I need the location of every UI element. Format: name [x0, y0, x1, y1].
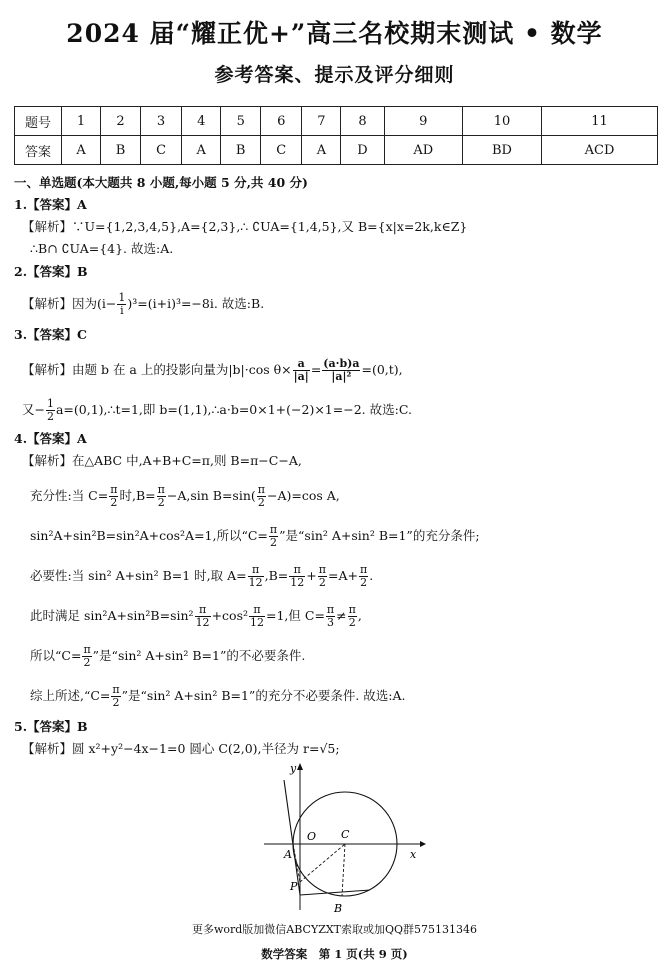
fraction-numerator: π: [269, 523, 278, 536]
table-cell: A: [302, 136, 341, 165]
fraction: [109, 484, 118, 509]
text-segment: +cos²: [211, 608, 248, 623]
q3-analysis-line: [22, 398, 412, 423]
text-segment: 【解析】因为(i−: [22, 296, 117, 311]
text-segment: =(0,t),: [361, 362, 403, 377]
text-segment: sin²A+sin²B=sin²A+cos²A=1,所以“C=: [30, 528, 268, 543]
fraction-denominator: 12: [250, 616, 264, 629]
q3-answer: 3.【答案】C: [14, 327, 87, 342]
fraction: [111, 684, 120, 709]
q2-answer: 2.【答案】B: [14, 264, 88, 279]
text-segment: a=(0,1),∴t=1,即 b=(1,1),∴a·b=0×1+(−2)×1=−2. 故选:C.: [55, 402, 412, 417]
q4-answer: 4.【答案】A: [14, 431, 87, 446]
text-segment: =A+: [327, 568, 358, 583]
page-subtitle: 参考答案、提示及评分细则: [214, 64, 455, 86]
fraction-numerator: π: [318, 563, 326, 576]
fraction-numerator: 1: [46, 397, 54, 410]
label-b: B: [334, 902, 343, 915]
x-axis-arrow: [420, 841, 426, 847]
table-cell: C: [261, 136, 302, 165]
text-segment: −A)=cos A,: [267, 488, 340, 503]
text-segment: .: [369, 568, 374, 583]
text-segment: )³=(i+i)³=−8i. 故选:B.: [127, 296, 265, 311]
fraction: [322, 358, 360, 383]
table-row-label: 答案: [15, 136, 62, 165]
fraction-denominator: 2: [46, 410, 54, 423]
fraction-denominator: i: [120, 304, 124, 317]
table-cell: B: [101, 136, 141, 165]
table-cell: 10: [462, 107, 541, 136]
page-title: 2024 届“耀正优+”高三名校期末测试 • 数学: [66, 19, 603, 48]
table-cell: 5: [221, 107, 261, 136]
label-x: x: [410, 848, 417, 861]
q4-analysis-line: 【解析】在△ABC 中,A+B+C=π,则 B=π−C−A,: [22, 453, 302, 468]
answer-table: [14, 106, 658, 165]
fraction: [359, 564, 368, 589]
fraction-numerator: π: [195, 604, 211, 617]
fraction: [348, 604, 357, 629]
fraction-numerator: π: [348, 603, 356, 616]
q4-analysis-line: [30, 604, 362, 629]
answer-table-answer-row: [15, 136, 658, 165]
table-cell: AD: [384, 136, 462, 165]
text-segment: 充分性:当 C=: [30, 488, 109, 503]
fraction-denominator: 3: [327, 616, 335, 629]
fraction-denominator: |a|: [293, 370, 309, 383]
q5-answer: 5.【答案】B: [14, 719, 88, 734]
table-cell: B: [221, 136, 261, 165]
text-segment: =1,但 C=: [266, 608, 325, 623]
text-segment: ”是“sin² A+sin² B=1”的充分条件;: [279, 528, 480, 543]
text-segment: ≠: [336, 608, 347, 623]
text-segment: 此时满足 sin²A+sin²B=sin²: [30, 608, 194, 623]
table-cell: 6: [261, 107, 302, 136]
q4-analysis-line: [30, 684, 405, 709]
table-cell: A: [62, 136, 101, 165]
table-cell: D: [341, 136, 384, 165]
table-cell: 3: [140, 107, 181, 136]
text-segment: ”是“sin² A+sin² B=1”的不必要条件.: [92, 648, 306, 663]
table-cell: 4: [182, 107, 221, 136]
fraction-numerator: π: [248, 564, 264, 577]
text-segment: ,: [357, 608, 362, 623]
label-p: P: [290, 880, 298, 893]
table-cell: BD: [462, 136, 541, 165]
y-axis-arrow: [297, 763, 303, 770]
fraction-denominator: 2: [257, 496, 265, 509]
segment-pc: [300, 844, 345, 882]
fraction-numerator: (a·b)a: [323, 357, 360, 370]
footer-page: 数学答案 第 1 页(共 9 页): [261, 947, 408, 961]
fraction: [318, 564, 327, 589]
fraction-numerator: π: [112, 683, 120, 696]
fraction: [248, 564, 264, 589]
fraction-numerator: π: [359, 563, 368, 576]
fraction-denominator: 12: [290, 576, 305, 589]
footer-note: 更多word版加微信ABCYZXT索取或加QQ群575131346: [191, 923, 478, 936]
label-c: C: [341, 828, 350, 841]
table-cell: A: [182, 136, 221, 165]
fraction-numerator: π: [289, 564, 305, 577]
fraction: [46, 398, 55, 423]
fraction-denominator: 2: [157, 496, 165, 509]
q4-analysis-line: [30, 524, 480, 549]
fraction-denominator: 2: [360, 576, 368, 589]
fraction: [257, 484, 266, 509]
q3-analysis-line: [22, 358, 403, 383]
text-segment: ,B=: [264, 568, 289, 583]
fraction-denominator: 2: [348, 616, 356, 629]
q4-analysis-line: [30, 644, 305, 669]
fraction: [117, 292, 126, 317]
table-cell: 2: [101, 107, 141, 136]
label-a: A: [284, 848, 292, 861]
q1-analysis-line: 【解析】∵U={1,2,3,4,5},A={2,3},∴ ∁UA={1,4,5},又 B={x|x=2k,k∈Z}: [22, 219, 468, 234]
table-cell: 11: [542, 107, 658, 136]
fraction: [293, 358, 310, 383]
table-cell: 8: [341, 107, 384, 136]
fraction-numerator: π: [157, 483, 165, 496]
fraction-denominator: 12: [195, 616, 210, 629]
text-segment: 【解析】由题 b 在 a 上的投影向量为|b|·cos θ×: [22, 362, 292, 377]
q1-answer: 1.【答案】A: [14, 197, 87, 212]
fraction: [157, 484, 166, 509]
text-segment: 又−: [22, 402, 45, 417]
fraction-denominator: 2: [318, 576, 326, 589]
fraction: [195, 604, 211, 629]
fraction-numerator: 1: [118, 291, 126, 304]
fraction-denominator: |a|²: [331, 370, 352, 383]
fraction: [289, 564, 305, 589]
answer-table-number-row: [15, 107, 658, 136]
circle-tangent-figure: [250, 760, 430, 920]
table-cell: C: [140, 136, 181, 165]
fraction-denominator: 2: [112, 696, 120, 709]
table-cell: 1: [62, 107, 101, 136]
q4-analysis-line: [30, 564, 373, 589]
q1-analysis-line: ∴B∩ ∁UA={4}. 故选:A.: [30, 241, 174, 256]
segment-cb: [342, 844, 345, 896]
text-segment: −A,sin B=sin(: [166, 488, 256, 503]
fraction-denominator: 2: [270, 536, 278, 549]
fraction-numerator: π: [249, 604, 265, 617]
text-segment: 所以“C=: [30, 648, 82, 663]
fraction-numerator: π: [110, 483, 118, 496]
table-row-label: 题号: [15, 107, 62, 136]
text-segment: ”是“sin² A+sin² B=1”的充分不必要条件. 故选:A.: [121, 688, 406, 703]
section-heading: 一、单选题(本大题共 8 小题,每小题 5 分,共 40 分): [14, 175, 308, 190]
fraction-numerator: π: [257, 483, 265, 496]
fraction-numerator: π: [83, 643, 91, 656]
fraction-denominator: 2: [110, 496, 118, 509]
tangent-line-pa: [284, 780, 300, 895]
table-cell: ACD: [542, 136, 658, 165]
text-segment: 必要性:当 sin² A+sin² B=1 时,取 A=: [30, 568, 247, 583]
text-segment: 综上所述,“C=: [30, 688, 111, 703]
table-cell: 7: [302, 107, 341, 136]
fraction: [269, 524, 278, 549]
fraction-numerator: π: [326, 603, 335, 616]
label-y: y: [290, 762, 297, 775]
fraction-denominator: 12: [248, 576, 263, 589]
fraction: [82, 644, 91, 669]
fraction-denominator: 2: [83, 656, 91, 669]
text-segment: =: [310, 362, 322, 377]
q2-analysis-line: [22, 292, 264, 317]
fraction: [249, 604, 265, 629]
q4-analysis-line: [30, 484, 340, 509]
text-segment: 时,B=: [119, 488, 156, 503]
q5-analysis-line: 【解析】圆 x²+y²−4x−1=0 圆心 C(2,0),半径为 r=√5;: [22, 741, 340, 756]
table-cell: 9: [384, 107, 462, 136]
fraction-numerator: a: [293, 358, 310, 371]
text-segment: +: [306, 568, 317, 583]
label-o: O: [307, 830, 317, 843]
fraction: [326, 604, 335, 629]
